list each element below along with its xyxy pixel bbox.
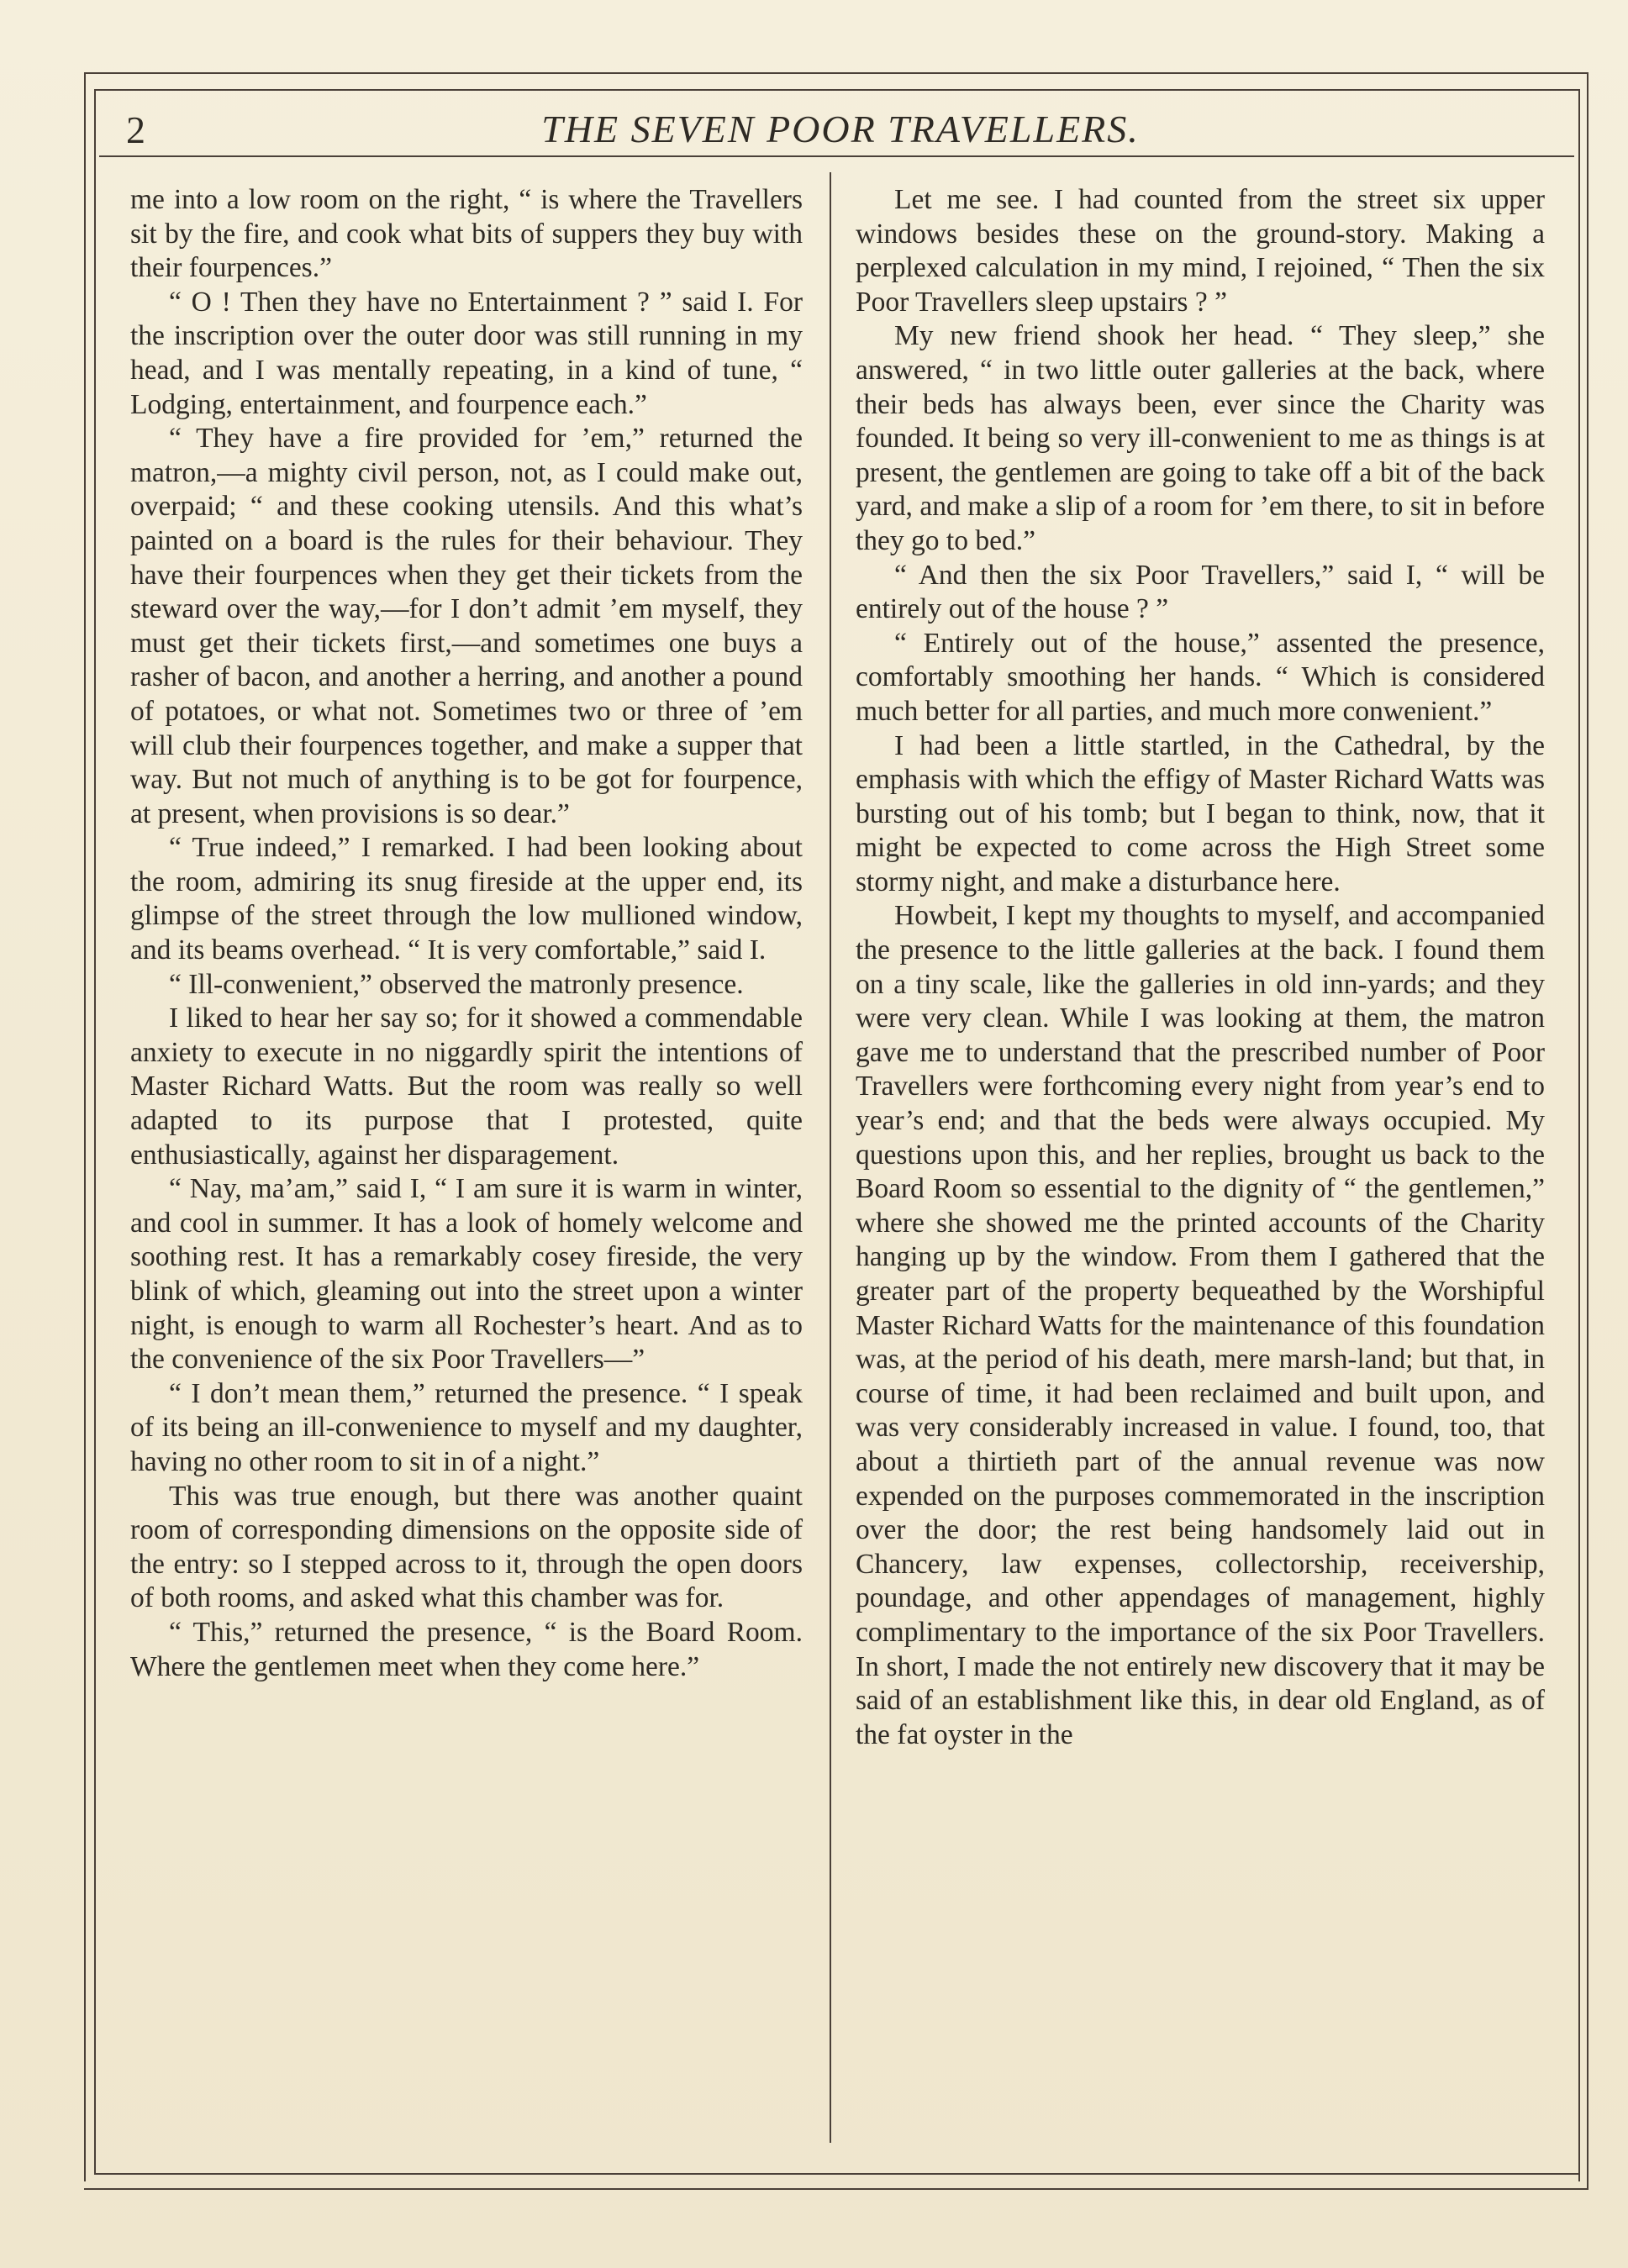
paragraph: “ And then the six Poor Travellers,” said I, “ will be entirely out of the house ? ” bbox=[856, 559, 1545, 625]
paragraph: “ Nay, ma’am,” said I, “ I am sure it is warm in winter, and cool in summer. It has a look of homely welcome and soothing rest. It has a remarkably cosey fireside, the very blink of which, gleaming out into the street upon a winter night, is enough to warm all Rochester’s heart. And as to the convenience of the six Poor Travellers—” bbox=[130, 1173, 803, 1376]
paragraph: “ They have a fire provided for ’em,” returned the matron,—a mighty civil person, not, as I could make out, overpaid; “ and these cooking utensils. And this what’s painted on a board is the rules for their behaviour. They have their fourpences when they get their tickets from the steward over the way,—for I don’t admit ’em myself, they must get their tickets first,—and sometimes one buys a rasher of bacon, and another a herring, and another a pound of potatoes, or what not. Sometimes two or three of ’em will club their fourpences together, and make a supper that way. But not much of anything is to be got for fourpence, at present, when provisions is so dear.” bbox=[130, 423, 803, 829]
paragraph: I liked to hear her say so; for it showed a commendable anxiety to execute in no niggardly spirit the intentions of Master Richard Watts. But the room was really so well adapted to its purpose that I protested, quite enthusiastically, against her disparagement. bbox=[130, 1002, 803, 1171]
border-rule-left-inner bbox=[94, 89, 96, 2173]
border-rule-right-inner bbox=[1578, 89, 1580, 2181]
running-title: THE SEVEN POOR TRAVELLERS. bbox=[541, 108, 1140, 150]
paragraph: “ Ill-conwenient,” observed the matronly presence. bbox=[169, 968, 744, 1000]
right-column bbox=[856, 183, 1545, 1752]
paragraph: I had been a little startled, in the Cathedral, by the emphasis with which the effigy of Master Richard Watts was bursting out of his tomb; but I began to think, now, that it might be expected to come across the High Street some stormy night, and make a disturbance here. bbox=[856, 729, 1545, 897]
border-rule-left-outer bbox=[84, 72, 86, 2181]
border-rule-bottom-inner bbox=[94, 2173, 1580, 2175]
paragraph: “ I don’t mean them,” returned the presence. “ I speak of its being an ill-conwenience to myself and my daughter, having no other room to sit in of a night.” bbox=[130, 1377, 803, 1477]
header-rule bbox=[99, 155, 1574, 157]
column-divider bbox=[830, 172, 831, 2143]
paragraph: “ This,” returned the presence, “ is the Board Room. Where the gentlemen meet when they come here.” bbox=[130, 1616, 803, 1682]
border-rule-top-inner bbox=[94, 89, 1580, 91]
border-rule-top-outer bbox=[84, 72, 1587, 74]
paragraph: Let me see. I had counted from the street six upper windows besides these on the ground-story. Making a perplexed calculation in my mind, I rejoined, “ Then the six Poor Travellers sleep upstairs ? ” bbox=[856, 184, 1545, 318]
paragraph: “ True indeed,” I remarked. I had been looking about the room, admiring its snug fireside at the upper end, its glimpse of the street through the low mullioned window, and its beams overhead. “ It is very comfortable,” said I. bbox=[130, 832, 803, 966]
paragraph: “ Entirely out of the house,” assented the presence, comfortably smoothing her hands. “ Which is considered much better for all parties, and much more conwenient.” bbox=[856, 627, 1545, 727]
paragraph: My new friend shook her head. “ They sleep,” she answered, “ in two little outer galleries at the back, where their beds has always been, ever since the Charity was founded. It being so very ill-conwenient to me as things is at present, the gentlemen are going to take off a bit of the back yard, and make a slip of a room for ’em there, to sit in before they go to bed.” bbox=[856, 320, 1545, 556]
paragraph: This was true enough, but there was another quaint room of corresponding dimensions on the opposite side of the entry: so I stepped across to it, through the open doors of both rooms, and asked what this chamber was for. bbox=[130, 1480, 803, 1614]
paragraph: Howbeit, I kept my thoughts to myself, and accompanied the presence to the little galleries at the back. I found them on a tiny scale, like the galleries in old inn-yards; and they were very clean. While I was looking at them, the matron gave me to understand that the prescribed number of Poor Travellers were forthcoming every night from year’s end to year’s end; and that the beds were always occupied. My questions upon this, and her replies, brought us back to the Board Room so essential to the dignity of “ the gentlemen,” where she showed me the printed accounts of the Charity hanging up by the window. From them I gathered that the greater part of the property bequeathed by the Worshipful Master Richard Watts for the maintenance of this foundation was, at the period of his death, mere marsh-land; but that, in course of time, it had been reclaimed and built upon, and was very considerably increased in value. I found, too, that about a thirtieth part of the annual revenue was now expended on the purposes commemorated in the inscription over the door; the rest being handsomely laid out in Chancery, law expenses, collectorship, receivership, poundage, and other appendages of management, highly complimentary to the importance of the six Poor Travellers. In short, I made the not entirely new discovery that it may be said of an establishment like this, in dear old England, as of the fat oyster in the bbox=[856, 900, 1545, 1750]
paragraph: “ O ! Then they have no Entertainment ? ” said I. For the inscription over the outer door was still running in my head, and I was mentally repeating, in a kind of tune, “ Lodging, entertainment, and fourpence each.” bbox=[130, 286, 803, 420]
border-rule-right-outer bbox=[1587, 72, 1588, 2190]
paragraph: me into a low room on the right, “ is where the Travellers sit by the fire, and cook what bits of suppers they buy with their fourpences.” bbox=[130, 184, 803, 284]
page-number: 2 bbox=[126, 108, 145, 151]
left-column bbox=[130, 183, 803, 1684]
border-rule-bottom-outer bbox=[84, 2188, 1587, 2190]
